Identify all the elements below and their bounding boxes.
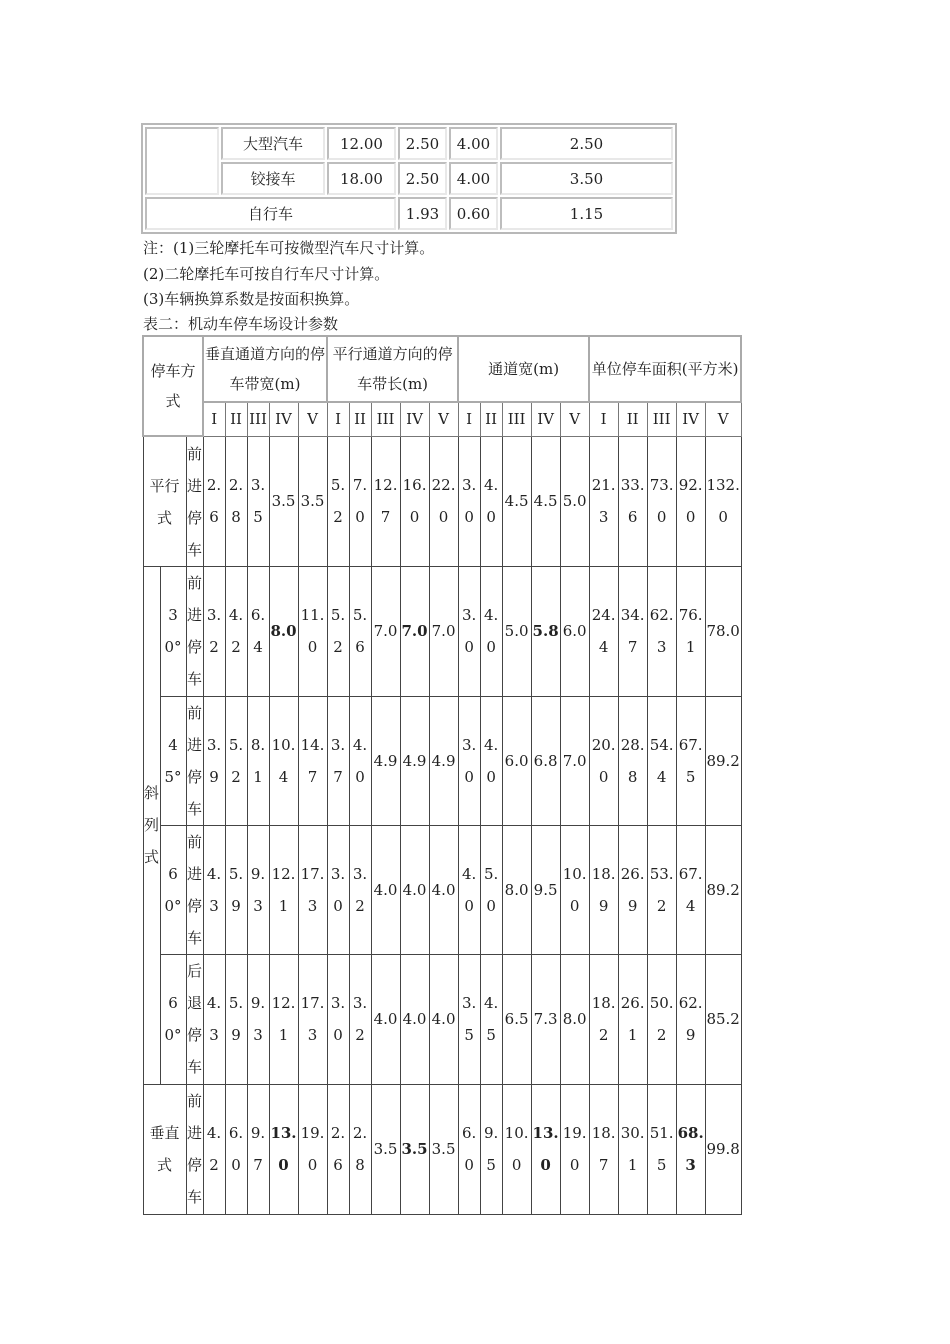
header-class-2: II <box>349 402 371 436</box>
vehicle-size-table <box>141 123 677 234</box>
vehicle-value: 2.50 <box>398 127 447 160</box>
value-cell: 14.7 <box>298 696 327 825</box>
value-cell: 3.9 <box>203 696 225 825</box>
empty-cell <box>145 127 219 195</box>
value-cell: 4.9 <box>371 696 400 825</box>
value-cell: 19.0 <box>560 1084 589 1214</box>
value-cell: 4.0 <box>371 955 400 1084</box>
value-cell: 67.4 <box>676 825 705 954</box>
value-cell: 3.5 <box>269 436 298 566</box>
value-cell: 6.0 <box>502 696 531 825</box>
value-cell: 92.0 <box>676 436 705 566</box>
value-cell: 7.0 <box>349 436 371 566</box>
vehicle-value: 4.00 <box>449 127 498 160</box>
vehicle-value: 18.00 <box>327 162 396 195</box>
value-cell: 22.0 <box>429 436 458 566</box>
header-class-3: III <box>647 402 676 436</box>
row-angle: 45° <box>160 696 186 825</box>
header-class-3: III <box>502 402 531 436</box>
value-cell: 34.7 <box>618 567 647 696</box>
header-class-2: II <box>618 402 647 436</box>
header-class-3: III <box>247 402 269 436</box>
value-cell: 4.5 <box>531 436 560 566</box>
vehicle-value: 12.00 <box>327 127 396 160</box>
value-cell: 4.9 <box>429 696 458 825</box>
row-label-oblique: 斜列式 <box>143 567 160 1084</box>
row-sublabel: 前进停车 <box>186 567 203 696</box>
value-cell: 6.0 <box>225 1084 247 1214</box>
value-cell: 10.0 <box>502 1084 531 1214</box>
row-sublabel: 前进停车 <box>186 1084 203 1214</box>
value-cell: 5.2 <box>225 696 247 825</box>
header-perpendicular-width: 垂直通道方向的停车带宽(m) <box>203 336 327 402</box>
value-cell: 30.1 <box>618 1084 647 1214</box>
value-cell: 4.9 <box>400 696 429 825</box>
value-cell: 76.1 <box>676 567 705 696</box>
value-cell: 132.0 <box>705 436 741 566</box>
vehicle-value: 3.50 <box>500 162 673 195</box>
note-line: (3)车辆换算系数是按面积换算。 <box>143 290 360 308</box>
vehicle-name: 大型汽车 <box>221 127 325 160</box>
value-cell: 3.5 <box>298 436 327 566</box>
value-cell: 51.5 <box>647 1084 676 1214</box>
value-cell: 8.0 <box>502 825 531 954</box>
row-label-parallel: 平行式 <box>143 436 186 566</box>
value-cell: 2.6 <box>327 1084 349 1214</box>
value-cell: 12.1 <box>269 955 298 1084</box>
value-cell: 10.4 <box>269 696 298 825</box>
header-class-4: IV <box>269 402 298 436</box>
value-cell: 54.4 <box>647 696 676 825</box>
value-cell: 12.1 <box>269 825 298 954</box>
value-cell: 18.2 <box>589 955 618 1084</box>
value-cell: 13.0 <box>531 1084 560 1214</box>
value-cell: 67.5 <box>676 696 705 825</box>
row-angle: 60° <box>160 955 186 1084</box>
value-cell: 4.2 <box>225 567 247 696</box>
value-cell: 18.9 <box>589 825 618 954</box>
value-cell: 6.4 <box>247 567 269 696</box>
vehicle-value: 2.50 <box>398 162 447 195</box>
value-cell: 5.9 <box>225 825 247 954</box>
value-cell: 3.2 <box>349 955 371 1084</box>
value-cell: 3.0 <box>327 825 349 954</box>
row-sublabel: 后退停车 <box>186 955 203 1084</box>
value-cell: 5.8 <box>531 567 560 696</box>
value-cell: 8.0 <box>560 955 589 1084</box>
value-cell: 9.3 <box>247 955 269 1084</box>
header-class-5: V <box>298 402 327 436</box>
vehicle-name: 自行车 <box>145 197 396 230</box>
value-cell: 21.3 <box>589 436 618 566</box>
header-parallel-length: 平行通道方向的停车带长(m) <box>327 336 458 402</box>
value-cell: 10.0 <box>560 825 589 954</box>
value-cell: 3.2 <box>203 567 225 696</box>
value-cell: 73.0 <box>647 436 676 566</box>
value-cell: 89.2 <box>705 825 741 954</box>
value-cell: 5.2 <box>327 436 349 566</box>
value-cell: 85.2 <box>705 955 741 1084</box>
value-cell: 33.6 <box>618 436 647 566</box>
value-cell: 24.4 <box>589 567 618 696</box>
row-sublabel: 前进停车 <box>186 825 203 954</box>
value-cell: 6.0 <box>458 1084 480 1214</box>
row-sublabel: 前进停车 <box>186 436 203 566</box>
header-class-1: I <box>589 402 618 436</box>
value-cell: 12.7 <box>371 436 400 566</box>
vehicle-value: 0.60 <box>449 197 498 230</box>
value-cell: 5.0 <box>560 436 589 566</box>
value-cell: 8.1 <box>247 696 269 825</box>
value-cell: 4.0 <box>480 436 502 566</box>
vehicle-value: 2.50 <box>500 127 673 160</box>
note-line: 注：(1)三轮摩托车可按微型汽车尺寸计算。 <box>143 239 435 257</box>
value-cell: 5.9 <box>225 955 247 1084</box>
value-cell: 5.0 <box>502 567 531 696</box>
value-cell: 5.0 <box>480 825 502 954</box>
value-cell: 26.9 <box>618 825 647 954</box>
value-cell: 7.3 <box>531 955 560 1084</box>
value-cell: 4.0 <box>349 696 371 825</box>
value-cell: 4.3 <box>203 955 225 1084</box>
value-cell: 11.0 <box>298 567 327 696</box>
header-class-5: V <box>429 402 458 436</box>
value-cell: 16.0 <box>400 436 429 566</box>
header-unit-area: 单位停车面积(平方米) <box>589 336 741 402</box>
vehicle-value: 4.00 <box>449 162 498 195</box>
value-cell: 7.0 <box>429 567 458 696</box>
value-cell: 28.8 <box>618 696 647 825</box>
header-class-1: I <box>327 402 349 436</box>
value-cell: 9.5 <box>531 825 560 954</box>
header-aisle-width: 通道宽(m) <box>458 336 589 402</box>
header-class-4: IV <box>531 402 560 436</box>
header-class-5: V <box>705 402 741 436</box>
value-cell: 6.8 <box>531 696 560 825</box>
value-cell: 3.2 <box>349 825 371 954</box>
value-cell: 3.5 <box>400 1084 429 1214</box>
value-cell: 4.5 <box>480 955 502 1084</box>
header-class-2: II <box>480 402 502 436</box>
value-cell: 4.5 <box>502 436 531 566</box>
header-class-4: IV <box>400 402 429 436</box>
value-cell: 7.0 <box>371 567 400 696</box>
value-cell: 3.7 <box>327 696 349 825</box>
header-parking-mode: 停车方式 <box>143 336 203 436</box>
header-class-3: III <box>371 402 400 436</box>
note-line: (2)二轮摩托车可按自行车尺寸计算。 <box>143 265 390 283</box>
value-cell: 4.0 <box>400 825 429 954</box>
value-cell: 9.5 <box>480 1084 502 1214</box>
vehicle-value: 1.93 <box>398 197 447 230</box>
header-class-2: II <box>225 402 247 436</box>
header-class-1: I <box>203 402 225 436</box>
vehicle-name: 铰接车 <box>221 162 325 195</box>
value-cell: 18.7 <box>589 1084 618 1214</box>
value-cell: 53.2 <box>647 825 676 954</box>
header-class-1: I <box>458 402 480 436</box>
value-cell: 3.0 <box>458 567 480 696</box>
row-label-vertical: 垂直式 <box>143 1084 186 1214</box>
value-cell: 9.7 <box>247 1084 269 1214</box>
value-cell: 8.0 <box>269 567 298 696</box>
value-cell: 4.0 <box>480 567 502 696</box>
value-cell: 78.0 <box>705 567 741 696</box>
value-cell: 3.0 <box>458 696 480 825</box>
value-cell: 20.0 <box>589 696 618 825</box>
value-cell: 3.5 <box>458 955 480 1084</box>
value-cell: 4.0 <box>371 825 400 954</box>
value-cell: 68.3 <box>676 1084 705 1214</box>
value-cell: 19.0 <box>298 1084 327 1214</box>
value-cell: 3.0 <box>327 955 349 1084</box>
value-cell: 9.3 <box>247 825 269 954</box>
value-cell: 6.0 <box>560 567 589 696</box>
row-sublabel: 前进停车 <box>186 696 203 825</box>
value-cell: 7.0 <box>560 696 589 825</box>
value-cell: 62.3 <box>647 567 676 696</box>
value-cell: 99.8 <box>705 1084 741 1214</box>
parking-parameters-table <box>142 335 742 1215</box>
value-cell: 4.0 <box>480 696 502 825</box>
vehicle-value: 1.15 <box>500 197 673 230</box>
value-cell: 3.5 <box>429 1084 458 1214</box>
value-cell: 5.2 <box>327 567 349 696</box>
value-cell: 6.5 <box>502 955 531 1084</box>
value-cell: 17.3 <box>298 955 327 1084</box>
value-cell: 4.0 <box>458 825 480 954</box>
value-cell: 3.5 <box>371 1084 400 1214</box>
value-cell: 2.6 <box>203 436 225 566</box>
value-cell: 4.0 <box>400 955 429 1084</box>
value-cell: 4.0 <box>429 955 458 1084</box>
value-cell: 5.6 <box>349 567 371 696</box>
value-cell: 3.5 <box>247 436 269 566</box>
value-cell: 2.8 <box>349 1084 371 1214</box>
value-cell: 4.2 <box>203 1084 225 1214</box>
value-cell: 13.0 <box>269 1084 298 1214</box>
value-cell: 4.0 <box>429 825 458 954</box>
header-class-4: IV <box>676 402 705 436</box>
value-cell: 7.0 <box>400 567 429 696</box>
row-angle: 30° <box>160 567 186 696</box>
value-cell: 62.9 <box>676 955 705 1084</box>
value-cell: 3.0 <box>458 436 480 566</box>
value-cell: 4.3 <box>203 825 225 954</box>
value-cell: 2.8 <box>225 436 247 566</box>
row-angle: 60° <box>160 825 186 954</box>
header-class-5: V <box>560 402 589 436</box>
value-cell: 26.1 <box>618 955 647 1084</box>
value-cell: 89.2 <box>705 696 741 825</box>
value-cell: 17.3 <box>298 825 327 954</box>
value-cell: 50.2 <box>647 955 676 1084</box>
table-caption: 表二：机动车停车场设计参数 <box>143 315 339 333</box>
